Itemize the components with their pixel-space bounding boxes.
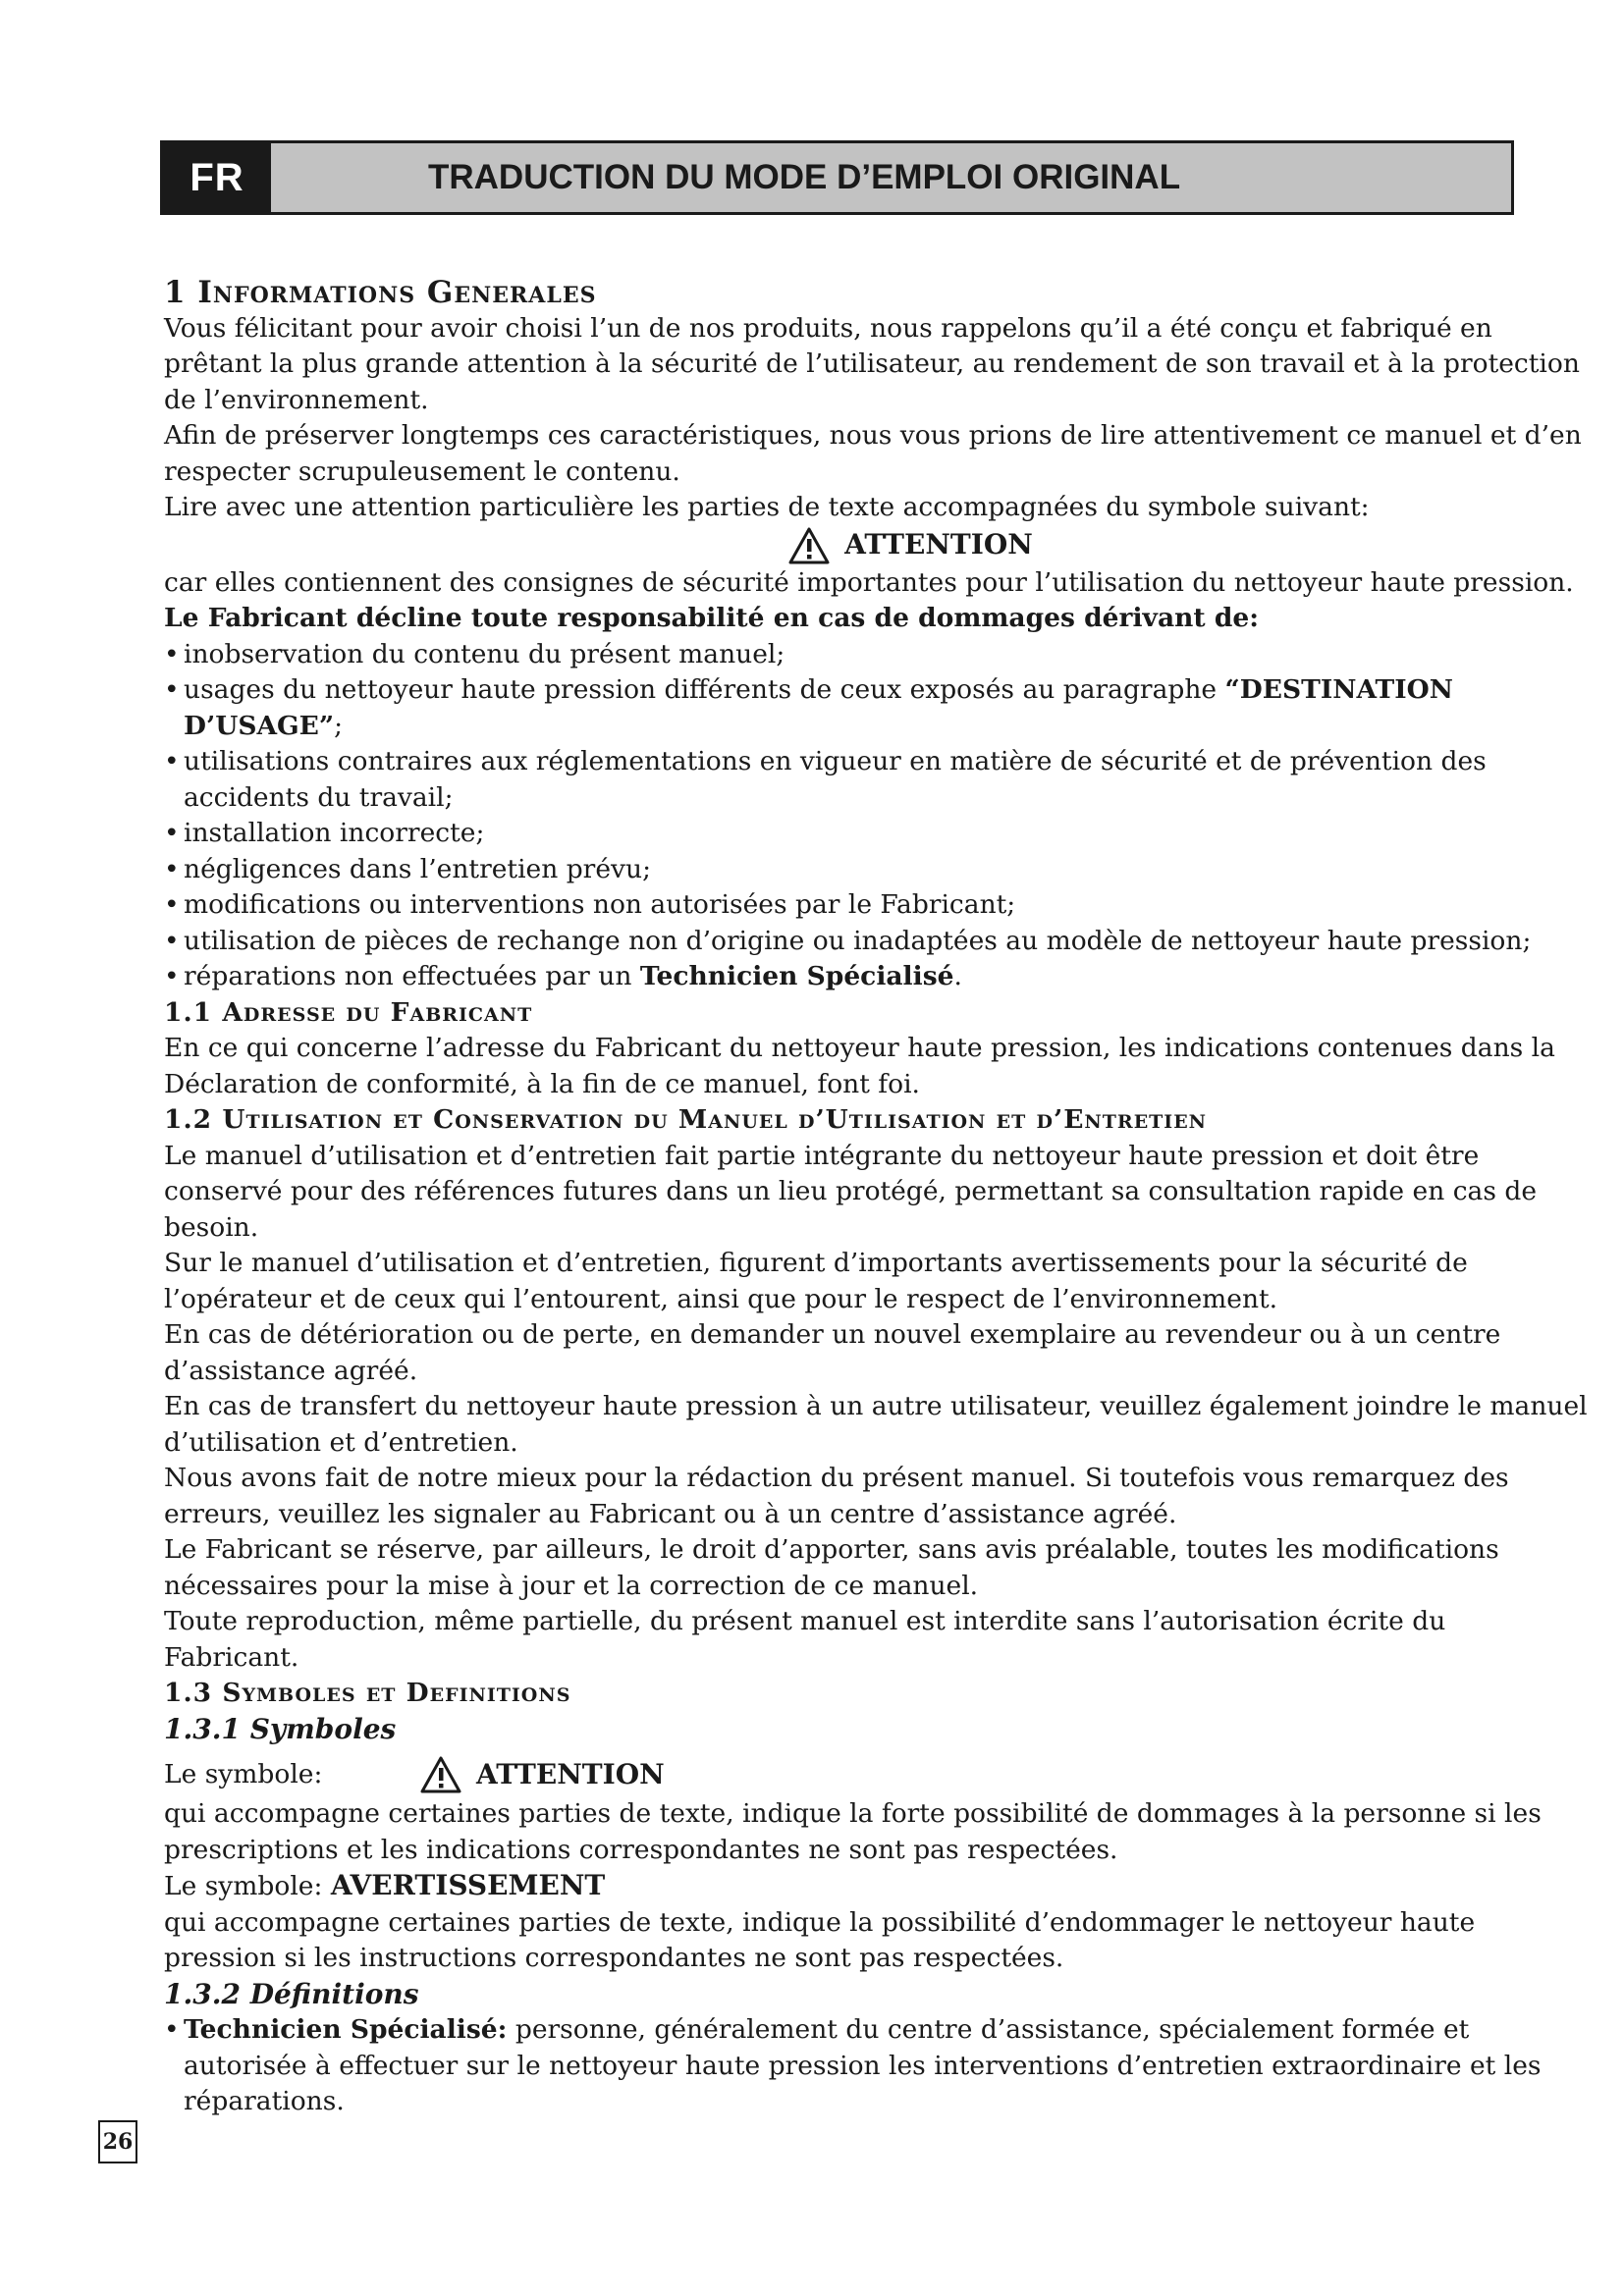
symbol-warning-line	[164, 1868, 1588, 1905]
list-item: • utilisation de pièces de rechange non d’origine ou inadaptées au modèle de nettoyeur haute pression;	[164, 924, 1588, 960]
page-title: TRADUCTION DU MODE D’EMPLOI ORIGINAL	[428, 158, 1181, 196]
symbol-label: Le symbole:	[164, 1871, 323, 1901]
language-badge: FR	[163, 143, 271, 212]
section-heading-1-1: 1.1 Adresse du Fabricant	[164, 996, 533, 1028]
header-banner	[160, 140, 1514, 215]
list-item: • installation incorrecte;	[164, 816, 1588, 852]
symbol-label: Le symbole:	[164, 1758, 323, 1789]
paragraph: qui accompagne certaines parties de texte, indique la possibilité d’endommager le nettoyeur haute pression si les instructions correspondantes ne sont pas respectées.	[164, 1906, 1476, 1973]
liability-list	[164, 637, 1588, 995]
paragraph: Sur le manuel d’utilisation et d’entretien, figurent d’importants avertissements pour la sécurité de l’opérateur et de ceux qui l’entourent, ainsi que pour le respect de l’environnement.	[164, 1248, 1468, 1314]
attention-label: ATTENTION	[844, 528, 1033, 561]
warning-triangle-icon	[419, 1755, 462, 1794]
paragraph: Le manuel d’utilisation et d’entretien fait partie intégrante du nettoyeur haute pression et doit être conservé pour des références futures dans un lieu protégé, permettant sa consultation rapide en cas de besoin.	[164, 1140, 1538, 1243]
paragraph: car elles contiennent des consignes de sécurité importantes pour l’utilisation du nettoyeur haute pression.	[164, 566, 1574, 598]
paragraph: En ce qui concerne l’adresse du Fabricant du nettoyeur haute pression, les indications contenues dans la Déclaration de conformité, à la fin de ce manuel, font foi.	[164, 1033, 1555, 1099]
paragraph: Le Fabricant se réserve, par ailleurs, le droit d’apporter, sans avis préalable, toutes les modifications nécessaires pour la mise à jour et la correction de ce manuel.	[164, 1534, 1499, 1601]
warning-triangle-icon	[787, 526, 831, 565]
page-number: 26	[98, 2120, 137, 2163]
subsection-heading-symbols: 1.3.1 Symboles	[164, 1712, 397, 1745]
paragraph: Afin de préserver longtemps ces caractéristiques, nous vous prions de lire attentivement ce manuel et d’en respecter scrupuleusement le contenu.	[164, 420, 1582, 487]
paragraph: qui accompagne certaines parties de texte, indique la forte possibilité de dommages à la personne si les prescriptions et les indications correspondantes ne sont pas respectées.	[164, 1798, 1542, 1865]
paragraph: Toute reproduction, même partielle, du présent manuel est interdite sans l’autorisation écrite du Fabricant.	[164, 1606, 1446, 1673]
list-item: • usages du nettoyeur haute pression différents de ceux exposés au paragraphe “DESTINATION D’USAGE”;	[164, 672, 1588, 744]
attention-symbol-line	[164, 526, 1588, 565]
section-heading-1-3: 1.3 Symboles et Definitions	[164, 1678, 571, 1708]
list-item: • modifications ou interventions non autorisées par le Fabricant;	[164, 887, 1588, 924]
section-heading-1-2: 1.2 Utilisation et Conservation du Manuel d’Utilisation et d’Entretien	[164, 1104, 1208, 1135]
list-item: • utilisations contraires aux réglementations en vigueur en matière de sécurité et de prévention des accidents du travail;	[164, 744, 1588, 816]
paragraph: Nous avons fait de notre mieux pour la rédaction du présent manuel. Si toutefois vous remarquez des erreurs, veuillez les signaler au Fabricant ou à un centre d’assistance agréé.	[164, 1463, 1509, 1529]
list-item: • négligences dans l’entretien prévu;	[164, 852, 1588, 888]
paragraph: Vous félicitant pour avoir choisi l’un de nos produits, nous rappelons qu’il a été conçu et fabriqué en prêtant la plus grande attention à la sécurité de l’utilisateur, au rendement de son travail et à la protection de l’environnement.	[164, 312, 1580, 415]
symbol-attention-line	[164, 1753, 1588, 1796]
paragraph: En cas de détérioration ou de perte, en demander un nouvel exemplaire au revendeur ou à un centre d’assistance agréé.	[164, 1319, 1501, 1386]
section-heading-1: 1 Informations Generales	[164, 275, 597, 310]
definitions-list	[164, 2012, 1588, 2120]
list-item: • inobservation du contenu du présent manuel;	[164, 637, 1588, 673]
list-item: • Technicien Spécialisé: personne, généralement du centre d’assistance, spécialement formée et autorisée à effectuer sur le nettoyeur haute pression les interventions d’entretien extraordinaire et les réparations.	[164, 2012, 1588, 2120]
list-item: • réparations non effectuées par un Technicien Spécialisé.	[164, 959, 1588, 995]
paragraph: Lire avec une attention particulière les parties de texte accompagnées du symbole suivant:	[164, 492, 1370, 522]
attention-label: ATTENTION	[476, 1757, 665, 1790]
paragraph: En cas de transfert du nettoyeur haute pression à un autre utilisateur, veuillez également joindre le manuel d’utilisation et d’entretien.	[164, 1391, 1588, 1458]
liability-heading: Le Fabricant décline toute responsabilité en cas de dommages dérivant de:	[164, 603, 1260, 633]
manual-content	[164, 275, 1588, 2120]
warning-label: AVERTISSEMENT	[330, 1869, 606, 1901]
subsection-heading-definitions: 1.3.2 Définitions	[164, 1977, 419, 2010]
